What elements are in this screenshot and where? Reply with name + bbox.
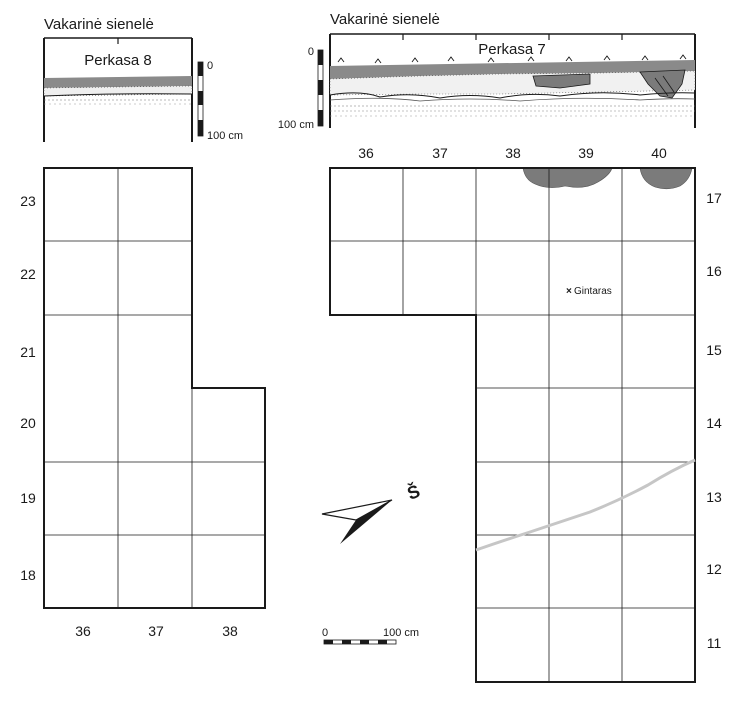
scale-bar-segment [378, 640, 387, 644]
profile-right-boundary-line [330, 98, 695, 101]
profile-right-column-label: 40 [651, 145, 667, 161]
plan-right-row-label: 11 [706, 635, 722, 651]
plan-left-grid [20, 168, 265, 639]
profile-right-column-label: 36 [358, 145, 374, 161]
plan-left-outline [44, 168, 265, 608]
scale-bar-start-label: 0 [322, 627, 329, 639]
scale-bar-end-label: 100 cm [383, 627, 420, 639]
plan-left-row-label: 19 [20, 490, 36, 506]
profile-right-scale-segment [318, 80, 323, 95]
plan-right-row-label: 15 [706, 342, 722, 358]
plan-right-row-label: 12 [706, 561, 722, 577]
plan-left-row-label: 23 [20, 193, 36, 209]
plan-left-row-label: 22 [20, 266, 36, 282]
profile-right-column-label: 39 [578, 145, 594, 161]
profile-left-title: Vakarinė sienelė [44, 16, 154, 33]
plan-right-boundary-trace [476, 460, 695, 550]
plan-right-pit-feature [523, 168, 612, 188]
north-arrow-icon [322, 480, 423, 544]
profile-perkasa-8 [44, 16, 243, 142]
scale-bar [322, 627, 419, 644]
plan-left-row-label: 21 [20, 344, 36, 360]
plan-right-row-label: 14 [706, 415, 722, 431]
profile-right-title: Vakarinė sienelė [330, 11, 440, 28]
profile-left-topsoil-layer [44, 76, 192, 88]
north-arrow-light-half [322, 500, 392, 520]
profile-left-scale-segment [198, 91, 203, 105]
plan-left-column-label: 38 [222, 623, 238, 639]
profile-right-scale-segment [318, 50, 323, 65]
profile-right-scale-segment [318, 110, 323, 126]
scale-bar-segment [342, 640, 351, 644]
plan-right-pit-feature [640, 168, 692, 189]
profile-right-scale-top: 0 [307, 46, 314, 58]
plan-right-grid-lines [330, 168, 695, 682]
find-marker-icon: × [566, 286, 572, 297]
profile-left-scale-bottom: 100 cm [207, 130, 244, 142]
plan-left-row-label: 20 [20, 415, 36, 431]
profile-right-trench-label: Perkasa 7 [478, 41, 546, 58]
plan-right-grid [330, 168, 722, 682]
profile-right-column-label: 38 [505, 145, 521, 161]
plan-right-row-label: 17 [706, 190, 722, 206]
profile-left-scale-top: 0 [207, 60, 214, 72]
north-arrow-letter: Š [404, 480, 423, 504]
scale-bar-segment [360, 640, 369, 644]
plan-right-outline [330, 168, 695, 682]
profile-perkasa-7 [278, 11, 695, 161]
plan-left-row-label: 18 [20, 567, 36, 583]
profile-right-scale-bottom: 100 cm [277, 119, 314, 131]
profile-left-scale-segment [198, 120, 203, 136]
profile-left-scale-segment [198, 62, 203, 76]
profile-right-column-label: 37 [432, 145, 448, 161]
find-label: Gintaras [574, 286, 612, 297]
plan-right-row-label: 13 [706, 489, 722, 505]
plan-left-column-label: 36 [75, 623, 91, 639]
profile-left-trench-label: Perkasa 8 [84, 52, 152, 69]
scale-bar-segment [324, 640, 333, 644]
plan-right-row-label: 16 [706, 263, 722, 279]
plan-left-column-label: 37 [148, 623, 164, 639]
